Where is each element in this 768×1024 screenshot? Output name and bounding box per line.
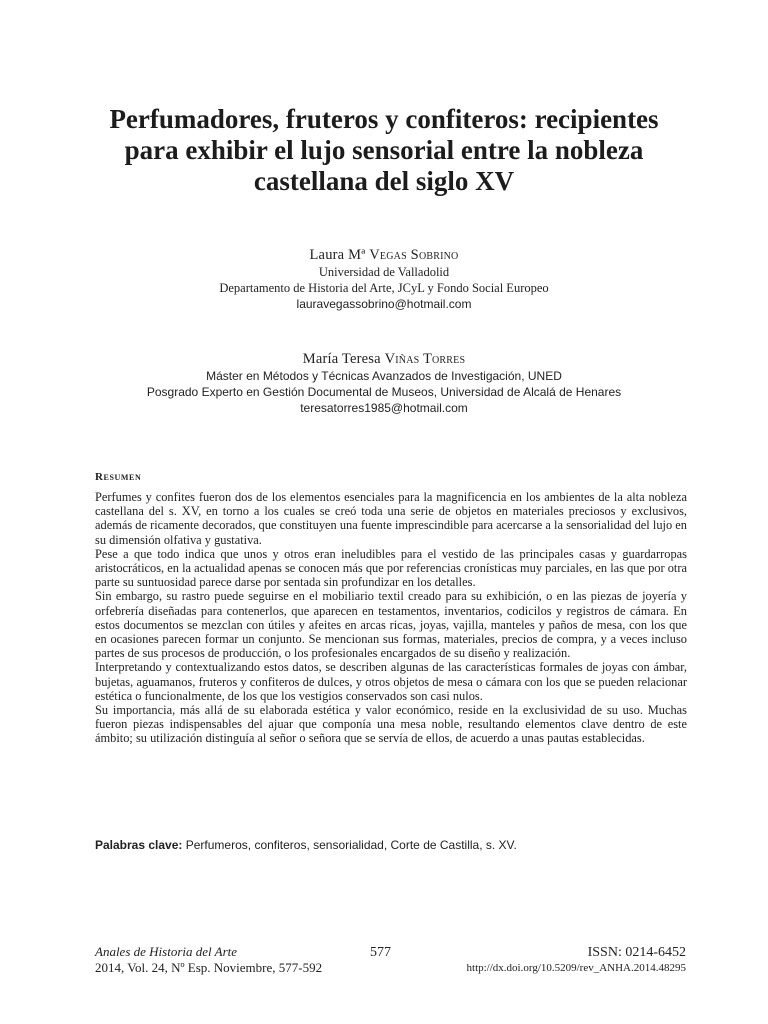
author-2-email[interactable]: teresatorres1985@hotmail.com (300, 401, 468, 415)
author-2-given-name: María Teresa (302, 351, 381, 367)
author-1-name (90, 246, 678, 264)
title-line: castellana del siglo XV (253, 166, 515, 196)
author-2-name (90, 350, 678, 368)
footer-identifiers (467, 944, 686, 975)
author-1-surname: Vegas Sobrino (369, 247, 459, 263)
keywords-text: Perfumeros, confiteros, sensorialidad, Corte de Castilla, s. XV. (185, 838, 517, 852)
author-2-master: Máster en Métodos y Técnicas Avanzados de Investigación, UNED (206, 369, 562, 383)
issn: ISSN: 0214-6452 (587, 945, 686, 960)
abstract-paragraph: Perfumes y confites fueron dos de los elementos esenciales para la magnificencia en los ambientes de la alta nobleza castellana del s. XV, en torno a los cuales se creó toda una serie de objetos en materiales preciosos y exclusivos, además de ricamente decorados, que constituyen una fuente imprescindible para acercarse a la sensorialidad del lujo en su dimensión olfativa y gustativa. (95, 490, 687, 547)
abstract-paragraph: Sin embargo, su rastro puede seguirse en el mobiliario textil creado para su exhibición, o en las piezas de joyería y orfebrería diseñadas para contenerlos, que aparecen en testamentos, inventarios, codicilos y registros de cámara. En estos documentos se mezclan con útiles y afeites en arcas ricas, joyas, vajilla, manteles y paños de mesa, con los que en ocasiones parecen formar un conjunto. Se mencionan sus formas, materiales, precios de compra, y a veces incluso partes de sus procesos de producción, o los profesionales encargados de su diseño y realización. (95, 589, 687, 661)
abstract-paragraph: Pese a que todo indica que unos y otros eran ineludibles para el vestido de las principales casas y guardarropas aristocráticos, en la actualidad apenas se conocen más que por referencias cronísticas muy parciales, en las que por otra parte su suntuosidad parece darse por sentada sin profundizar en los detalles. (95, 546, 687, 590)
author-2 (90, 350, 678, 416)
author-1-email[interactable]: lauravegassobrino@hotmail.com (296, 297, 472, 311)
keywords (95, 837, 687, 853)
title-line: para exhibir el lujo sensorial entre la nobleza (124, 135, 644, 165)
abstract-paragraph: Interpretando y contextualizando estos datos, se describen algunas de las características formales de joyas con ámbar, bujetas, aguamanos, fruteros y confiteros de dulces, y otros objetos de mesa o cámara con los que se pueden relacionar estética o funcionalmente, de los que los vestigios conservados son casi nulos. (95, 660, 687, 703)
title-line: Perfumadores, fruteros y confiteros: recipientes (109, 104, 659, 134)
author-1 (90, 246, 678, 312)
journal-name: Anales de Historia del Arte (95, 944, 238, 959)
author-2-postgrad: Posgrado Experto en Gestión Documental de Museos, Universidad de Alcalá de Henares (146, 385, 622, 399)
author-1-university: Universidad de Valladolid (318, 265, 450, 279)
abstract-heading: Resumen (95, 471, 142, 483)
page-number: 577 (370, 945, 391, 960)
doi-link[interactable]: http://dx.doi.org/10.5209/rev_ANHA.2014.48295 (466, 962, 686, 974)
journal-volume: 2014, Vol. 24, Nº Esp. Noviembre, 577-592 (95, 960, 323, 975)
author-1-department: Departamento de Historia del Arte, JCyL y Fondo Social Europeo (219, 281, 549, 295)
footer-citation (95, 944, 322, 976)
keywords-label: Palabras clave: (95, 838, 183, 852)
author-1-given-name: Laura Mª (309, 247, 366, 263)
abstract-paragraph: Su importancia, más allá de su elaborada estética y valor económico, reside en la exclusividad de su uso. Muchas fueron piezas indispensables del ajuar que componía una mesa noble, resultando elementos clave dentro de este ámbito; su utilización distinguía al señor o señora que se servía de ellos, de acuerdo a unas pautas establecidas. (95, 703, 687, 746)
author-2-surname: Viñas Torres (384, 351, 466, 367)
abstract-body (95, 490, 687, 746)
article-title (80, 104, 688, 197)
